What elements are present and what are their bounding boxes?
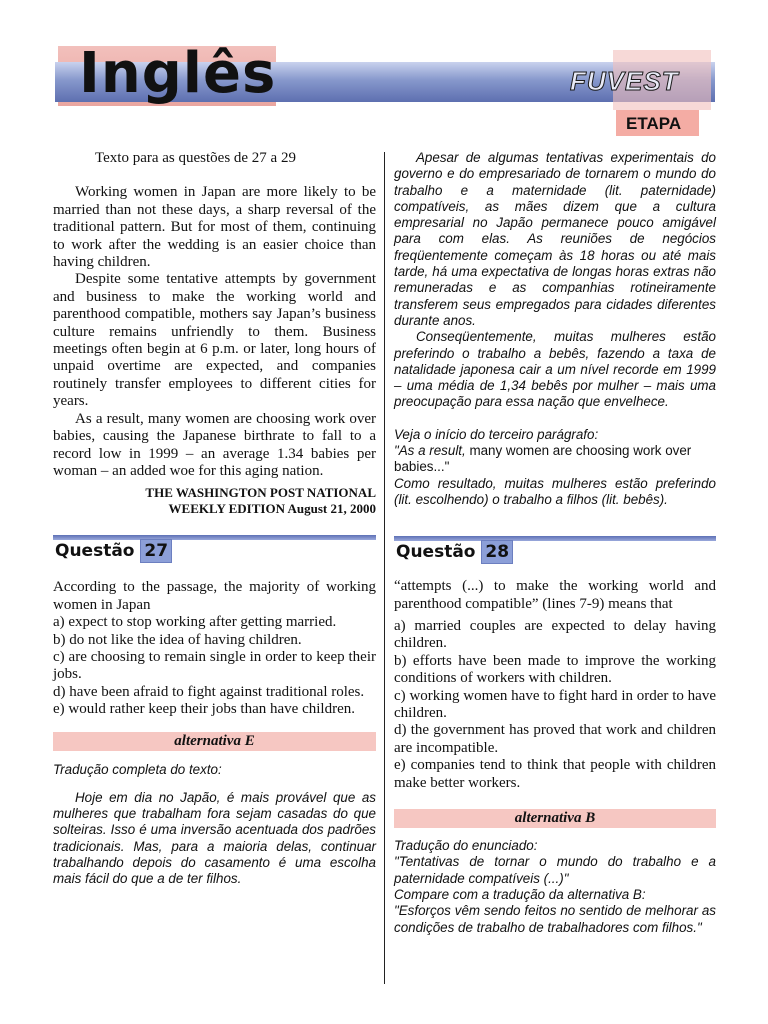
question-28-title: [396, 542, 517, 562]
q28-translation-stem: "Tentativas de tornar o mundo do trabalho e a paternidade compatíveis (...)": [394, 854, 716, 886]
translation-paragraph-3: Conseqüentemente, muitas mulheres estão preferindo o trabalho a bebês, fazendo a taxa de natalidade japonesa cair a um nível recorde em 1999 – uma média de 1,34 bebês por mulher – mais uma preocupação para essa nação que envelhece.: [394, 329, 716, 410]
question-28-option-c: c) working women have to fight hard in order to have children.: [394, 687, 716, 722]
question-27-option-b: b) do not like the idea of having children.: [53, 631, 302, 648]
question-27-option-e: e) would rather keep their jobs than have children.: [53, 701, 355, 718]
note-quote-italic: "As a result,: [394, 443, 466, 459]
note-translation: Como resultado, muitas mulheres estão preferindo (lit. escolhendo) o trabalho a filhos (lit. bebês).: [394, 475, 716, 507]
translation-heading: Tradução completa do texto:: [53, 761, 222, 777]
question-28-stem: “attempts (...) to make the working world and parenthood compatible” (lines 7-9) means that: [394, 578, 716, 612]
q28-compare-heading: Compare com a tradução da alternativa B:: [394, 887, 646, 902]
question-28-number: 28: [481, 540, 513, 564]
passage-paragraph-1: Working women in Japan are more likely to be married than not these days, a sharp reversal of the traditional pattern. But for most of them, continuing to work after the wedding is an easier choice than having children.: [53, 184, 376, 271]
question-28-option-e: e) companies tend to think that people with children make better workers.: [394, 757, 716, 791]
question-27-option-c: c) are choosing to remain single in order to keep their jobs.: [53, 648, 376, 683]
q28-compare-translation: "Esforços vêm sendo feitos no sentido de melhorar as condições de trabalho de trabalhadores com filhos.": [394, 903, 716, 935]
left-column: [53, 150, 376, 888]
note-heading: Veja o início do terceiro parágrafo:: [394, 426, 599, 442]
question-28-answer: alternativa B: [394, 809, 716, 828]
question-28-label: Questão: [396, 542, 476, 563]
translation-paragraph-1: Hoje em dia no Japão, é mais provável que as mulheres que trabalham fora sejam casadas do que solteiras. Isso é uma inversão acentuada dos padrões tradicionais. Mas, para a maioria delas, continuar trabalhando depois do casamento é uma escolha mais fácil do que a de ter filhos.: [53, 789, 376, 887]
note-quote: [394, 443, 716, 476]
brand-label: ETAPA: [626, 114, 682, 133]
question-28-header: [394, 534, 716, 566]
question-27-number: 27: [140, 539, 172, 563]
question-27-title: [55, 541, 176, 561]
q28-translation-heading: Tradução do enunciado:: [394, 838, 538, 854]
passage-paragraph-3: As a result, many women are choosing work over babies, causing the Japanese birthrate to fall to a record low in 1999 – an average 1.34 babies per woman – an added woe for this aging nation.: [53, 410, 376, 479]
question-27-option-d: d) have been afraid to fight against traditional roles.: [53, 683, 365, 700]
translation-paragraph-2: Apesar de algumas tentativas experimentais do governo e do empresariado de tornarem o mundo do trabalho e a maternidade (lit. paternidade) compatíveis, as mães dizem que a cultura empresarial no Japão permanece pouco amigável para com elas. As reuniões de negócios freqüentemente começam às 18 horas ou até mais tarde, há uma expectativa de longas horas extras não remuneradas e as companhias rotineiramente transferem seus empregados para cidades diferentes durante anos.: [394, 150, 716, 328]
question-27-bar: [53, 535, 376, 540]
question-28-bar: [394, 536, 716, 541]
passage-paragraph-2: Despite some tentative attempts by government and business to make the working world and parenthood compatible, mothers say Japan’s business culture remains unfriendly to them. Business meetings often begin at 6 p.m. or later, long hours of unpaid overtime are expected, and companies routinely transfer employees to different cities for years.: [53, 271, 376, 410]
question-27-stem: According to the passage, the majority of working women in Japan: [53, 579, 376, 613]
question-28-option-d: d) the government has proved that work and children are incompatible.: [394, 722, 716, 756]
note-quote-rest: many women are choosing work over babies...": [394, 443, 692, 475]
question-27-answer: alternativa E: [53, 732, 376, 751]
question-27-header: [53, 533, 376, 565]
question-28-option-b: b) efforts have been made to improve the working conditions of workers with children.: [394, 652, 716, 687]
passage-intro: Texto para as questões de 27 a 29: [95, 150, 296, 166]
source-line-2: WEEKLY EDITION August 21, 2000: [168, 501, 376, 517]
passage-source: [53, 485, 376, 517]
page-title: Inglês: [79, 41, 277, 106]
question-28-option-a: a) married couples are expected to delay having children.: [394, 618, 716, 652]
question-27-label: Questão: [55, 541, 135, 562]
exam-name: FUVEST: [570, 66, 679, 96]
right-column: [394, 150, 716, 936]
source-line-1: THE WASHINGTON POST NATIONAL: [145, 485, 376, 501]
question-27-option-a: a) expect to stop working after getting married.: [53, 614, 337, 631]
column-divider: [384, 152, 385, 984]
